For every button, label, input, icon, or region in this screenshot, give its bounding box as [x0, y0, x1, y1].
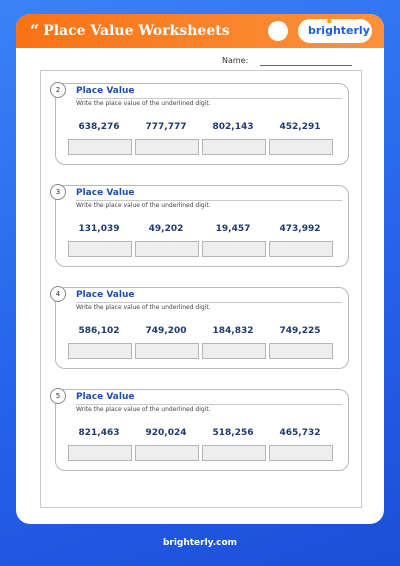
section-instruction: Write the place value of the underlined digit.	[76, 406, 211, 413]
answer-box[interactable]	[135, 139, 199, 155]
answer-box[interactable]	[135, 445, 199, 461]
answer-box[interactable]	[68, 445, 132, 461]
problem-number: 749,225	[279, 326, 321, 336]
worksheet-title	[30, 21, 230, 41]
answer-box[interactable]	[269, 343, 333, 359]
problem-number: 821,463	[78, 428, 120, 438]
answer-box[interactable]	[269, 241, 333, 257]
problem-number: 518,256	[212, 428, 254, 438]
problem-number: 465,732	[279, 428, 321, 438]
problem-number: 638,276	[78, 122, 120, 132]
answer-box[interactable]	[202, 343, 266, 359]
problem-number: 49,202	[148, 224, 184, 234]
problem-number: 184,832	[212, 326, 254, 336]
answer-box[interactable]	[135, 241, 199, 257]
answer-box[interactable]	[269, 445, 333, 461]
brand-logo-text: brighterly	[308, 24, 370, 37]
problem-number: 749,200	[145, 326, 187, 336]
name-label: Name:	[222, 56, 249, 65]
name-field-line[interactable]	[260, 65, 352, 66]
section-title: Place Value	[76, 392, 135, 402]
section-instruction: Write the place value of the underlined digit.	[76, 100, 211, 107]
section-number-badge: 5	[50, 388, 66, 404]
answer-box[interactable]	[135, 343, 199, 359]
decorative-circle-icon	[268, 21, 288, 41]
spark-icon: ✹	[326, 17, 333, 26]
section-2	[55, 83, 349, 165]
brand-logo	[298, 19, 372, 43]
section-4	[55, 287, 349, 369]
section-divider	[76, 200, 342, 201]
quote-icon: “	[30, 21, 40, 40]
section-number-badge: 2	[50, 82, 66, 98]
answer-box[interactable]	[68, 139, 132, 155]
worksheet-title-text: Place Value Worksheets	[43, 23, 230, 39]
problem-number: 920,024	[145, 428, 187, 438]
worksheet-frame	[40, 70, 362, 508]
problem-number: 777,777	[145, 122, 187, 132]
section-number-badge: 4	[50, 286, 66, 302]
section-instruction: Write the place value of the underlined digit.	[76, 304, 211, 311]
section-number-badge: 3	[50, 184, 66, 200]
section-title: Place Value	[76, 290, 135, 300]
answer-box[interactable]	[202, 445, 266, 461]
worksheet-header	[16, 14, 384, 48]
problem-number: 473,992	[279, 224, 321, 234]
answer-box[interactable]	[68, 343, 132, 359]
problem-number: 19,457	[215, 224, 251, 234]
worksheet-page	[16, 14, 384, 524]
section-title: Place Value	[76, 86, 135, 96]
problem-number: 586,102	[78, 326, 120, 336]
section-3	[55, 185, 349, 267]
problem-number: 131,039	[78, 224, 120, 234]
section-divider	[76, 98, 342, 99]
section-title: Place Value	[76, 188, 135, 198]
problem-number: 452,291	[279, 122, 321, 132]
answer-box[interactable]	[68, 241, 132, 257]
section-instruction: Write the place value of the underlined digit.	[76, 202, 211, 209]
section-divider	[76, 404, 342, 405]
answer-box[interactable]	[269, 139, 333, 155]
footer-url[interactable]: brighterly.com	[162, 538, 238, 548]
problem-number: 802,143	[212, 122, 254, 132]
answer-box[interactable]	[202, 139, 266, 155]
section-5	[55, 389, 349, 471]
section-divider	[76, 302, 342, 303]
answer-box[interactable]	[202, 241, 266, 257]
